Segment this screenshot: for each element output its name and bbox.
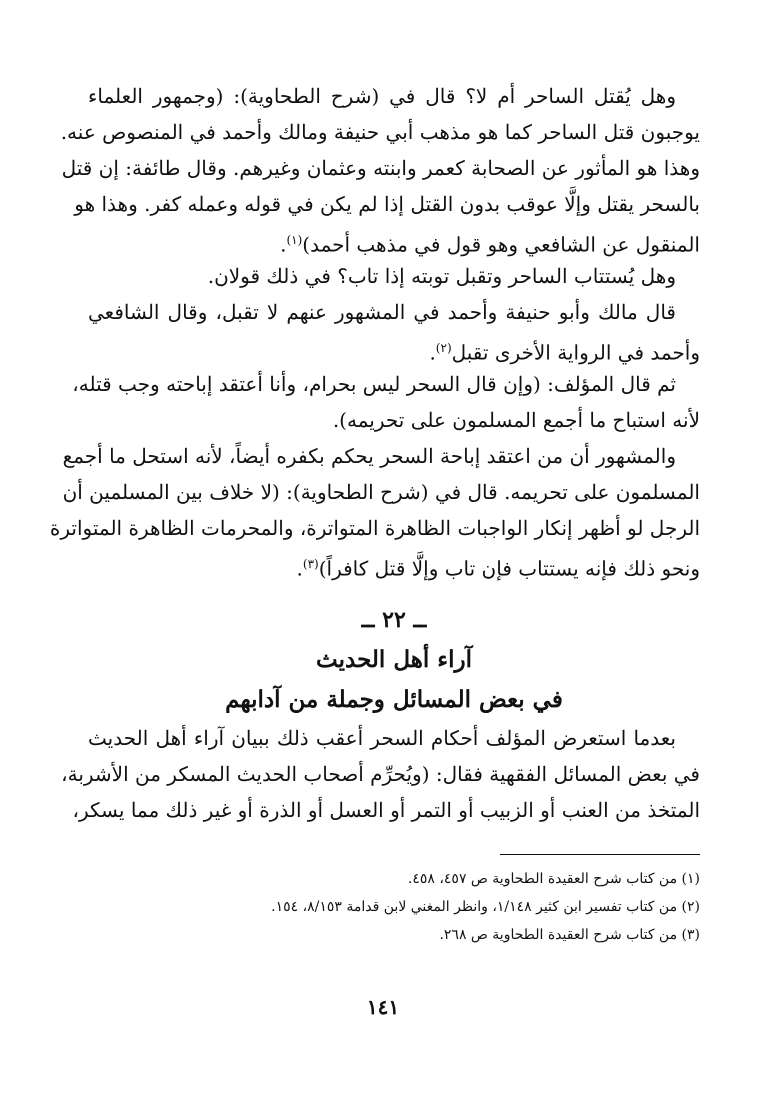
paragraph-6-line-2: في بعض المسائل الفقهية فقال: (ويُحرِّم أصحاب الحديث المسكر من الأشربة،	[61, 762, 700, 786]
footnote-2: (٢) من كتاب تفسير ابن كثير ١/١٤٨، وانظر المغني لابن قدامة ٨/١٥٣، ١٥٤.	[271, 899, 700, 915]
paragraph-3-line-2-text: وأحمد في الرواية الأخرى تقبل	[451, 340, 700, 365]
paragraph-4-line-2: لأنه استباح ما أجمع المسلمون على تحريمه).	[332, 408, 700, 432]
section-title-line-2: في بعض المسائل وجملة من آدابهم	[225, 686, 563, 713]
paragraph-6-line-1: بعدما استعرض المؤلف أحكام السحر أعقب ذلك ببيان آراء أهل الحديث	[88, 726, 676, 750]
paragraph-1-line-3: وهذا هو المأثور عن الصحابة كعمر وابنته وعثمان وغيرهم. وقال طائفة: إن قتل	[61, 156, 700, 180]
footnote-3: (٣) من كتاب شرح العقيدة الطحاوية ص ٢٦٨.	[439, 927, 700, 943]
section-number: ــ ٢٢ ــ	[361, 607, 427, 633]
paragraph-5-line-4: ونحو ذلك فإنه يستتاب فإن تاب وإلَّا قتل كافراً)$^{(٣)}$.	[296, 556, 700, 581]
footnote-marker-1: (١)	[286, 233, 303, 247]
paragraph-3-line-2: وأحمد في الرواية الأخرى تقبل$^{(٢)}$.	[429, 340, 700, 365]
footnote-separator	[500, 854, 700, 855]
page-number: ١٤١	[366, 995, 400, 1019]
paragraph-3-line-1: قال مالك وأبو حنيفة وأحمد في المشهور عنهم لا تقبل، وقال الشافعي	[88, 300, 676, 324]
paragraph-2: وهل يُستتاب الساحر وتقبل توبته إذا تاب؟ في ذلك قولان.	[207, 264, 676, 288]
paragraph-1-line-1: وهل يُقتل الساحر أم لا؟ قال في (شرح الطحاوية): (وجمهور العلماء	[88, 84, 676, 108]
paragraph-5-line-1: والمشهور أن من اعتقد إباحة السحر يحكم بكفره أيضاً، لأنه استحل ما أجمع	[62, 444, 676, 468]
paragraph-1-line-2: يوجبون قتل الساحر كما هو مذهب أبي حنيفة ومالك وأحمد في المنصوص عنه.	[60, 120, 700, 144]
paragraph-5-line-3: الرجل لو أظهر إنكار الواجبات الظاهرة المتواترة، والمحرمات الظاهرة المتواترة	[49, 516, 700, 540]
paragraph-1-line-5-text: المنقول عن الشافعي وهو قول في مذهب أحمد)	[302, 232, 700, 257]
paragraph-6-line-3: المتخذ من العنب أو الزبيب أو التمر أو العسل أو الذرة أو غير ذلك مما يسكر،	[72, 798, 700, 822]
paragraph-1-line-5: المنقول عن الشافعي وهو قول في مذهب أحمد)$^{(١)}$.	[280, 232, 700, 257]
paragraph-5-line-2: المسلمون على تحريمه. قال في (شرح الطحاوية): (لا خلاف بين المسلمين أن	[62, 480, 700, 504]
paragraph-4-line-1: ثم قال المؤلف: (وإن قال السحر ليس بحرام، وأنا أعتقد إباحته وجب قتله،	[72, 372, 676, 396]
page-body	[49, 78, 700, 949]
paragraph-5-line-4-text: ونحو ذلك فإنه يستتاب فإن تاب وإلَّا قتل كافراً)	[318, 556, 700, 581]
footnote-marker-2: (٢)	[435, 341, 452, 355]
footnote-1: (١) من كتاب شرح العقيدة الطحاوية ص ٤٥٧، ٤٥٨.	[407, 871, 700, 887]
footnote-marker-3: (٣)	[302, 557, 319, 571]
section-title-line-1: آراء أهل الحديث	[316, 646, 472, 673]
paragraph-1-line-4: بالسحر يقتل وإلَّا عوقب بدون القتل إذا لم يكن في قوله وعمله كفر. وهذا هو	[74, 192, 700, 216]
